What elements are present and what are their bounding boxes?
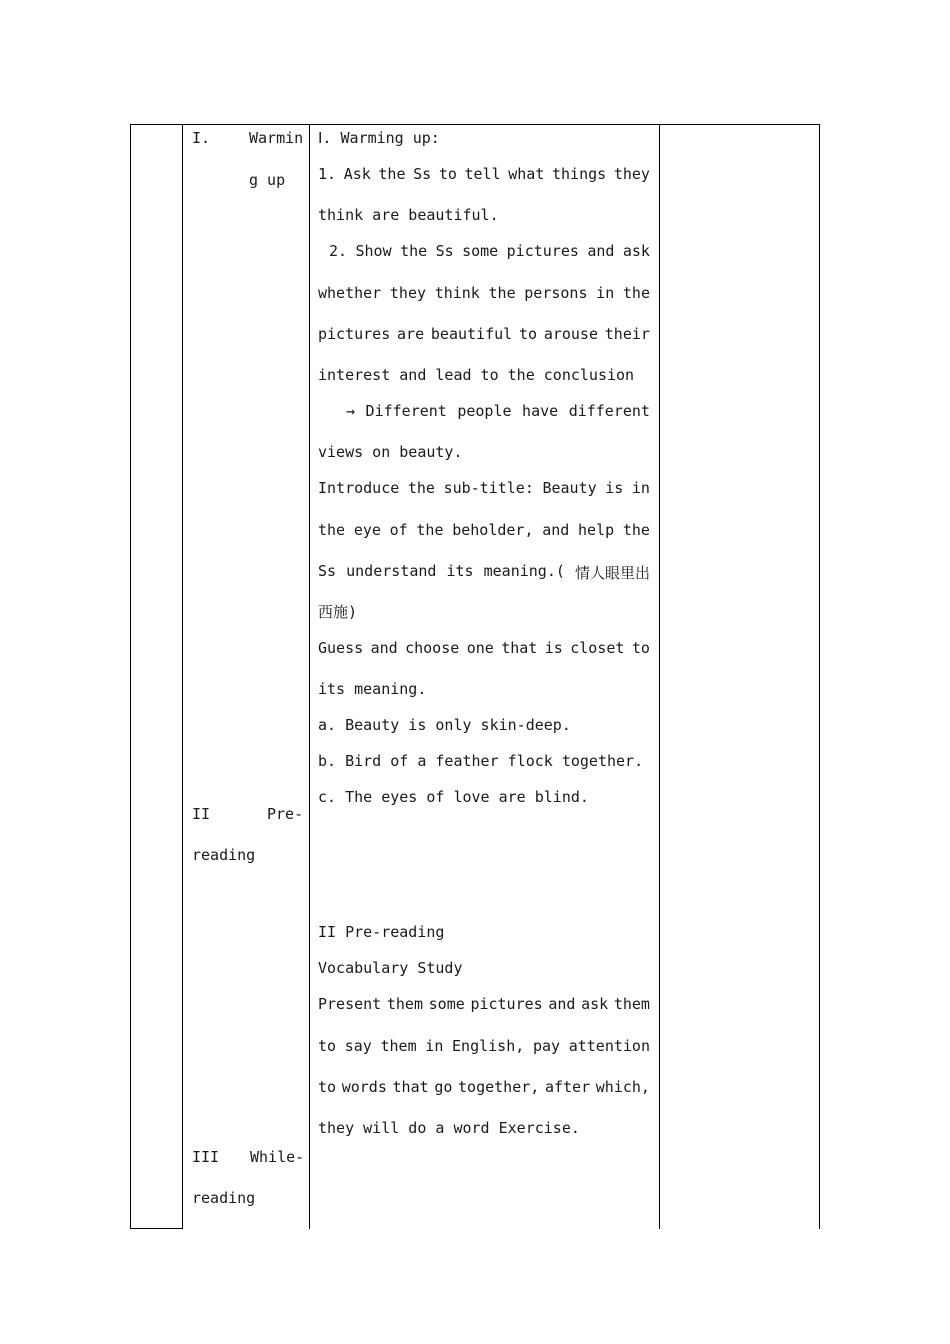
word: tell <box>464 165 501 183</box>
word: Introduce <box>318 479 400 497</box>
word: them <box>380 1037 417 1055</box>
column-divider-1 <box>182 124 183 1229</box>
intro-line1 <box>318 479 650 497</box>
present-line4: they will do a word Exercise. <box>318 1119 580 1137</box>
option-b: b. Bird of a feather flock together. <box>318 752 644 770</box>
notes-column <box>660 125 819 1228</box>
word: 2. <box>329 242 348 260</box>
column-divider-2 <box>309 124 310 1229</box>
word: Show <box>355 242 392 260</box>
word: and <box>542 521 570 539</box>
word: together, <box>458 1078 540 1096</box>
word: pictures <box>506 242 579 260</box>
table-left-border <box>130 124 131 1229</box>
word: ask <box>581 995 609 1013</box>
intro-line3 <box>318 562 650 583</box>
item2-line2 <box>318 284 650 302</box>
item1-line2: think are beautiful. <box>318 206 499 224</box>
table-right-border <box>819 124 820 1229</box>
word: pictures <box>318 325 391 343</box>
item1-line1 <box>318 165 650 183</box>
word: to <box>438 165 457 183</box>
stage-warming-number: I. <box>192 129 211 147</box>
present-line2 <box>318 1037 650 1055</box>
word: to <box>518 325 538 343</box>
word: beautiful <box>430 325 513 343</box>
word: Beauty <box>542 479 597 497</box>
word: in <box>596 284 615 302</box>
word: pictures <box>470 995 543 1013</box>
word: understand <box>346 562 437 580</box>
word: 1. <box>318 165 337 183</box>
word: closet <box>570 639 625 657</box>
word: the <box>622 521 650 539</box>
word: people <box>457 402 512 420</box>
word: some <box>428 995 465 1013</box>
vocabulary-title: Vocabulary Study <box>318 959 463 977</box>
word: in <box>631 479 650 497</box>
stage-while-label: While- <box>250 1148 305 1166</box>
option-a: a. Beauty is only skin-deep. <box>318 716 571 734</box>
word: the <box>400 242 428 260</box>
word: English, <box>452 1037 525 1055</box>
word: Ask <box>343 165 371 183</box>
word: which, <box>595 1078 650 1096</box>
pre-reading-title: II Pre-reading <box>318 923 445 941</box>
word: and <box>548 995 576 1013</box>
word: things <box>552 165 607 183</box>
guess-line1 <box>318 639 650 657</box>
word: think <box>434 284 480 302</box>
word: Guess <box>318 639 364 657</box>
word: Ss <box>318 562 337 580</box>
word: Different <box>365 402 447 420</box>
word: ask <box>622 242 650 260</box>
present-line3 <box>318 1078 650 1096</box>
word: Ss <box>413 165 432 183</box>
word: → <box>346 402 356 420</box>
word: different <box>568 402 650 420</box>
word: sub-title: <box>443 479 534 497</box>
word: they <box>389 284 427 302</box>
word: some <box>462 242 499 260</box>
word: is <box>544 639 563 657</box>
word: the <box>378 165 406 183</box>
word: the <box>407 479 435 497</box>
word: are <box>397 325 425 343</box>
word: them <box>386 995 423 1013</box>
word: 情人眼里出 <box>574 564 650 582</box>
guess-line2: its meaning. <box>318 680 427 698</box>
word: meaning.( <box>483 562 565 580</box>
word: the <box>488 284 516 302</box>
word: is <box>605 479 624 497</box>
stage-while-label-cont: reading <box>192 1189 256 1207</box>
first-column-bottom-border <box>130 1228 183 1229</box>
item2-line4: interest and lead to the conclusion <box>318 366 635 384</box>
word: one <box>466 639 494 657</box>
word: choose <box>405 639 460 657</box>
word: say <box>344 1037 372 1055</box>
warming-title: Ⅰ. Warming up: <box>318 129 440 147</box>
word: arouse <box>543 325 598 343</box>
word: Present <box>318 995 382 1013</box>
item2-line3 <box>318 325 650 343</box>
word: and <box>587 242 615 260</box>
word: go <box>434 1078 453 1096</box>
stage-warming-label-cont: g up <box>249 171 286 189</box>
word: the <box>318 521 346 539</box>
word: its <box>446 562 474 580</box>
word: words <box>341 1078 387 1096</box>
stage-while-number: III <box>192 1148 220 1166</box>
word: what <box>508 165 545 183</box>
stage-pre-label-cont: reading <box>192 846 256 864</box>
word: them <box>613 995 650 1013</box>
word: in <box>425 1037 444 1055</box>
intro-line4: 西施) <box>318 603 358 621</box>
word: eye <box>353 521 381 539</box>
word: that <box>392 1078 429 1096</box>
option-c: c. The eyes of love are blind. <box>318 788 589 806</box>
word: Ss <box>435 242 454 260</box>
word: they <box>613 165 650 183</box>
present-line1 <box>318 995 650 1013</box>
word: to <box>631 639 650 657</box>
stage-pre-label: Pre- <box>267 805 304 823</box>
word: pay <box>532 1037 561 1055</box>
word: and <box>370 639 398 657</box>
intro-line2 <box>318 521 650 539</box>
word: to <box>318 1078 337 1096</box>
word: persons <box>524 284 588 302</box>
word: the <box>416 521 444 539</box>
conclusion-line2: views on beauty. <box>318 443 463 461</box>
conclusion-line1 <box>346 402 650 420</box>
word: to <box>318 1037 337 1055</box>
word: after <box>544 1078 591 1096</box>
word: have <box>522 402 559 420</box>
word: whether <box>318 284 382 302</box>
stage-warming-label: Warmin <box>249 129 304 147</box>
item2-line1 <box>329 242 650 260</box>
word: the <box>622 284 650 302</box>
word: their <box>604 325 650 343</box>
word: help <box>578 521 615 539</box>
stage-pre-number: II <box>192 805 211 823</box>
word: beholder, <box>452 521 534 539</box>
word: of <box>389 521 408 539</box>
word: that <box>501 639 538 657</box>
word: attention <box>568 1037 650 1055</box>
